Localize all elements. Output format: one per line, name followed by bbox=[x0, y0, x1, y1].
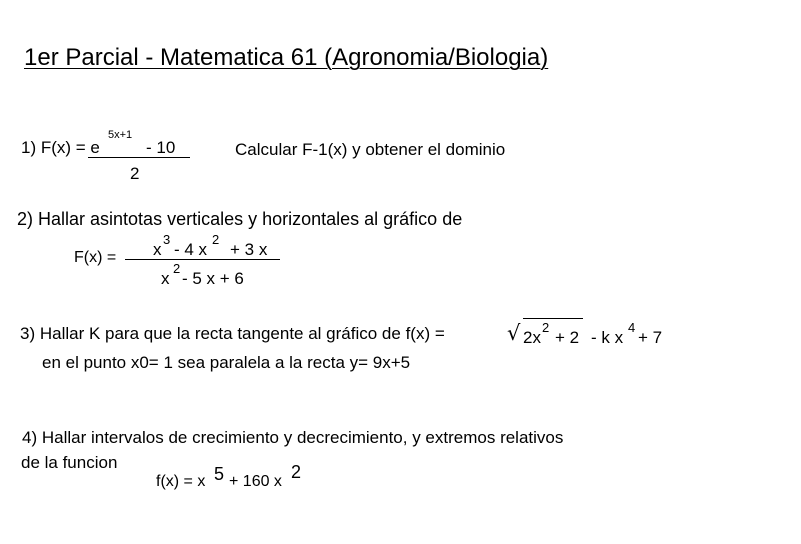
q1-instruction: Calcular F-1(x) y obtener el dominio bbox=[235, 140, 506, 159]
q2-num-tail: + 3 x bbox=[230, 240, 268, 259]
q3-radicand-base: 2x bbox=[523, 328, 541, 347]
q2-num-x: x bbox=[153, 240, 162, 259]
q2-statement: 2) Hallar asintotas verticales y horizontales al gráfico de bbox=[17, 209, 463, 229]
q2-fraction-bar bbox=[125, 259, 280, 260]
q3-tail-b: + 7 bbox=[638, 328, 663, 347]
q3-radicand-tail: + 2 bbox=[555, 328, 580, 347]
q2-den-exp2: 2 bbox=[173, 261, 181, 276]
q2-den-x: x bbox=[161, 269, 170, 288]
q1-numerator-tail: - 10 bbox=[146, 138, 176, 157]
q2-num-exp2: 2 bbox=[212, 232, 220, 247]
q4-statement: 4) Hallar intervalos de crecimiento y decrecimiento, y extremos relativos bbox=[22, 428, 564, 447]
q4-fx-a: f(x) = x bbox=[156, 473, 206, 490]
q2-num-exp3: 3 bbox=[163, 232, 171, 247]
q3-statement: 3) Hallar K para que la recta tangente al gráfico de f(x) = bbox=[20, 324, 445, 343]
q3-sqrt-symbol: √ bbox=[507, 321, 521, 345]
q4-fx-exp2: 2 bbox=[291, 462, 302, 482]
q3-radical-bar bbox=[523, 318, 583, 319]
q3-tail-a: - k x bbox=[591, 328, 624, 347]
page-title: 1er Parcial - Matematica 61 (Agronomia/Biologia) bbox=[24, 44, 549, 71]
q1-lhs: 1) F(x) = e bbox=[21, 138, 100, 157]
q4-fx-b: + 160 x bbox=[229, 473, 282, 490]
q2-num-mid: - 4 x bbox=[174, 240, 208, 259]
q4-fx-exp5: 5 bbox=[214, 464, 225, 484]
q2-den-tail: - 5 x + 6 bbox=[182, 269, 244, 288]
q1-fraction-bar bbox=[88, 157, 190, 158]
q3-tail-exp: 4 bbox=[628, 320, 636, 335]
q4-line2: de la funcion bbox=[21, 453, 118, 472]
q2-lhs: F(x) = bbox=[74, 249, 117, 266]
q3-line2: en el punto x0= 1 sea paralela a la recta y= 9x+5 bbox=[42, 353, 411, 372]
q1-exponent: 5x+1 bbox=[108, 129, 133, 141]
q1-denominator: 2 bbox=[130, 164, 140, 183]
q3-radicand-exp: 2 bbox=[542, 320, 550, 335]
